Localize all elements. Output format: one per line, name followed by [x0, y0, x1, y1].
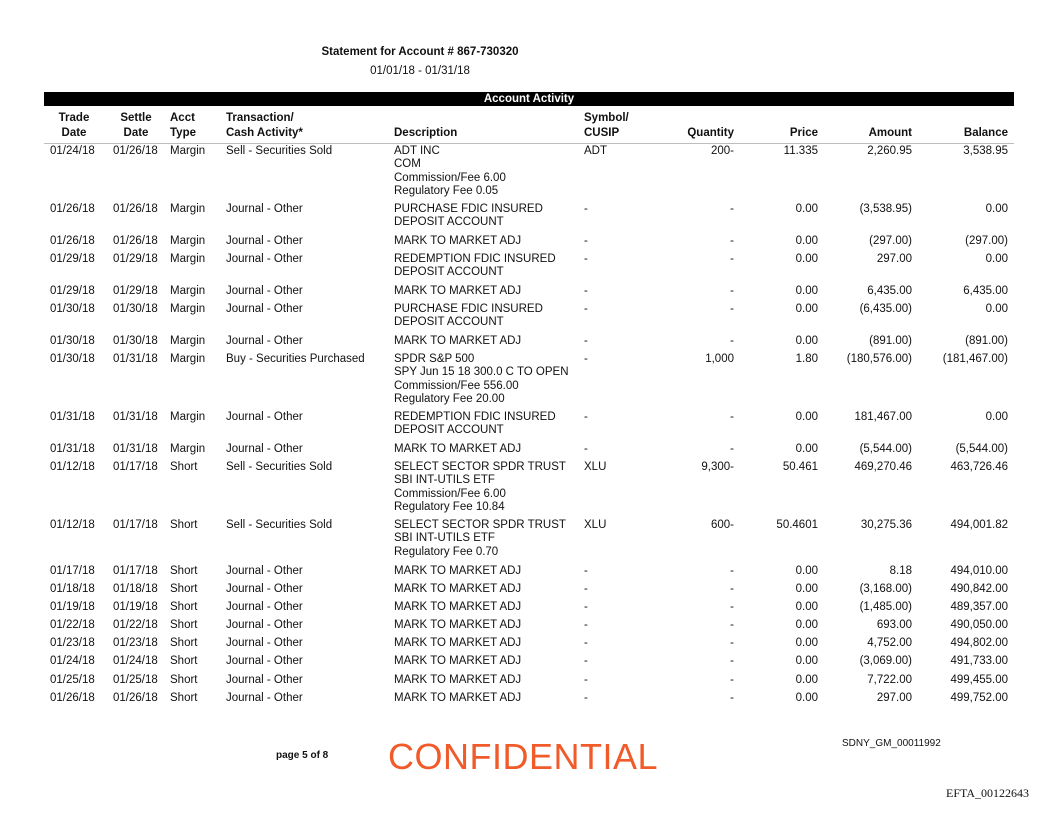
description-cell: [394, 285, 579, 298]
balance-cell: (181,467.00): [942, 353, 1008, 365]
column-header-settle-date: [113, 111, 159, 141]
description-cell: [394, 335, 579, 348]
column-header-line: Date: [123, 127, 149, 139]
settle-date-cell: 01/26/18: [113, 692, 158, 704]
balance-cell: 494,010.00: [950, 565, 1008, 577]
price-cell: 0.00: [795, 303, 818, 315]
transaction-cell: Journal - Other: [226, 583, 303, 595]
trade-date-cell: 01/26/18: [50, 692, 95, 704]
amount-cell: (891.00): [869, 335, 912, 347]
column-header-line: Description: [394, 127, 458, 139]
price-cell: 0.00: [795, 655, 818, 667]
symbol-cell: -: [584, 353, 588, 365]
price-cell: 0.00: [795, 619, 818, 631]
column-header-line: CUSIP: [584, 127, 620, 139]
amount-cell: 297.00: [876, 253, 912, 265]
amount-cell: 4,752.00: [867, 637, 912, 649]
balance-cell: (5,544.00): [955, 443, 1008, 455]
quantity-cell: -: [730, 235, 734, 247]
description-cell: [394, 443, 579, 456]
column-header-line: Type: [170, 127, 196, 139]
description-line: Regulatory Fee 0.05: [394, 184, 499, 197]
settle-date-cell: 01/22/18: [113, 619, 158, 631]
column-header-line: Date: [61, 127, 87, 139]
price-cell: 0.00: [795, 583, 818, 595]
description-line: PURCHASE FDIC INSURED: [394, 203, 543, 215]
symbol-cell: XLU: [584, 461, 607, 473]
settle-date-cell: 01/17/18: [113, 565, 158, 577]
acct-type-cell: Margin: [170, 335, 206, 347]
settle-date-cell: 01/31/18: [113, 411, 158, 423]
acct-type-cell: Short: [170, 519, 198, 531]
trade-date-cell: 01/25/18: [50, 674, 95, 686]
settle-date-cell: 01/30/18: [113, 335, 158, 347]
amount-cell: (180,576.00): [846, 353, 912, 365]
settle-date-cell: 01/29/18: [113, 285, 158, 297]
description-line: Commission/Fee 6.00: [394, 487, 506, 500]
description-cell: [394, 235, 579, 248]
transaction-cell: Journal - Other: [226, 303, 303, 315]
column-header-transaction: [226, 111, 376, 141]
settle-date-cell: 01/17/18: [113, 461, 158, 473]
balance-cell: 0.00: [985, 411, 1008, 423]
settle-date-cell: 01/24/18: [113, 655, 158, 667]
column-header-line: Cash Activity*: [226, 127, 303, 139]
balance-cell: 3,538.95: [963, 145, 1008, 157]
price-cell: 0.00: [795, 203, 818, 215]
column-header-line: Balance: [963, 127, 1008, 139]
symbol-cell: -: [584, 692, 588, 704]
description-line: MARK TO MARKET ADJ: [394, 235, 522, 247]
symbol-cell: -: [584, 335, 588, 347]
price-cell: 0.00: [795, 601, 818, 613]
symbol-cell: -: [584, 253, 588, 265]
acct-type-cell: Short: [170, 601, 198, 613]
symbol-cell: -: [584, 285, 588, 297]
description-line: Regulatory Fee 0.70: [394, 545, 499, 558]
balance-cell: (297.00): [965, 235, 1008, 247]
quantity-cell: -: [730, 335, 734, 347]
amount-cell: 30,275.36: [860, 519, 912, 531]
column-header-trade-date: [50, 111, 98, 141]
symbol-cell: -: [584, 583, 588, 595]
quantity-cell: -: [730, 692, 734, 704]
document-id: EFTA_00122643: [946, 786, 1030, 800]
price-cell: 0.00: [795, 411, 818, 423]
transaction-cell: Journal - Other: [226, 203, 303, 215]
symbol-cell: -: [584, 637, 588, 649]
quantity-cell: -: [730, 203, 734, 215]
trade-date-cell: 01/29/18: [50, 285, 95, 297]
quantity-cell: -: [730, 253, 734, 265]
quantity-cell: -: [730, 674, 734, 686]
description-cell: [394, 253, 579, 280]
trade-date-cell: 01/30/18: [50, 303, 95, 315]
balance-cell: 0.00: [985, 203, 1008, 215]
description-cell: [394, 203, 579, 230]
transaction-cell: Sell - Securities Sold: [226, 461, 333, 473]
price-cell: 0.00: [795, 443, 818, 455]
description-cell: [394, 145, 579, 198]
page-number: page 5 of 8: [276, 750, 329, 761]
price-cell: 0.00: [795, 692, 818, 704]
column-header-symbol: [584, 111, 644, 141]
description-line: DEPOSIT ACCOUNT: [394, 316, 504, 329]
quantity-cell: -: [730, 583, 734, 595]
trade-date-cell: 01/18/18: [50, 583, 95, 595]
symbol-cell: ADT: [584, 145, 607, 157]
description-cell: [394, 461, 579, 514]
acct-type-cell: Margin: [170, 411, 206, 423]
description-line: SBI INT-UTILS ETF: [394, 532, 495, 545]
transaction-cell: Buy - Securities Purchased: [226, 353, 365, 365]
trade-date-cell: 01/26/18: [50, 203, 95, 215]
transaction-cell: Sell - Securities Sold: [226, 519, 333, 531]
symbol-cell: -: [584, 235, 588, 247]
price-cell: 0.00: [795, 674, 818, 686]
balance-cell: 0.00: [985, 303, 1008, 315]
balance-cell: 463,726.46: [950, 461, 1008, 473]
description-line: MARK TO MARKET ADJ: [394, 285, 522, 297]
balance-cell: 494,802.00: [950, 637, 1008, 649]
acct-type-cell: Short: [170, 637, 198, 649]
acct-type-cell: Margin: [170, 203, 206, 215]
symbol-cell: XLU: [584, 519, 607, 531]
settle-date-cell: 01/26/18: [113, 203, 158, 215]
column-header-line: Trade: [58, 112, 90, 124]
column-header-price: [746, 111, 818, 141]
bates-number: SDNY_GM_00011992: [842, 738, 941, 749]
quantity-cell: 600-: [710, 519, 734, 531]
transaction-cell: Sell - Securities Sold: [226, 145, 333, 157]
quantity-cell: -: [730, 655, 734, 667]
description-line: MARK TO MARKET ADJ: [394, 583, 522, 595]
trade-date-cell: 01/30/18: [50, 335, 95, 347]
quantity-cell: -: [730, 303, 734, 315]
trade-date-cell: 01/31/18: [50, 411, 95, 423]
description-line: REDEMPTION FDIC INSURED: [394, 253, 556, 265]
column-header-amount: [818, 111, 912, 141]
acct-type-cell: Margin: [170, 235, 206, 247]
description-line: MARK TO MARKET ADJ: [394, 655, 522, 667]
transaction-cell: Journal - Other: [226, 443, 303, 455]
transaction-cell: Journal - Other: [226, 411, 303, 423]
symbol-cell: -: [584, 565, 588, 577]
quantity-cell: -: [730, 637, 734, 649]
price-cell: 0.00: [795, 637, 818, 649]
settle-date-cell: 01/29/18: [113, 253, 158, 265]
column-header-line: Acct: [170, 112, 195, 124]
balance-cell: 489,357.00: [950, 601, 1008, 613]
column-header-description: [394, 111, 579, 141]
description-line: SPY Jun 15 18 300.0 C TO OPEN: [394, 366, 569, 379]
description-line: DEPOSIT ACCOUNT: [394, 266, 504, 279]
acct-type-cell: Short: [170, 692, 198, 704]
description-line: MARK TO MARKET ADJ: [394, 443, 522, 455]
symbol-cell: -: [584, 601, 588, 613]
column-header-line: Settle: [120, 112, 152, 124]
amount-cell: (5,544.00): [859, 443, 912, 455]
description-cell: [394, 692, 579, 705]
quantity-cell: -: [730, 443, 734, 455]
amount-cell: 693.00: [876, 619, 912, 631]
description-cell: [394, 619, 579, 632]
symbol-cell: -: [584, 303, 588, 315]
transaction-cell: Journal - Other: [226, 601, 303, 613]
transaction-cell: Journal - Other: [226, 335, 303, 347]
balance-cell: 490,842.00: [950, 583, 1008, 595]
column-header-line: Symbol/: [584, 112, 629, 124]
description-line: MARK TO MARKET ADJ: [394, 565, 522, 577]
description-line: MARK TO MARKET ADJ: [394, 637, 522, 649]
settle-date-cell: 01/26/18: [113, 235, 158, 247]
transaction-cell: Journal - Other: [226, 619, 303, 631]
symbol-cell: -: [584, 203, 588, 215]
column-header-line: Transaction/: [226, 112, 294, 124]
trade-date-cell: 01/24/18: [50, 145, 95, 157]
trade-date-cell: 01/30/18: [50, 353, 95, 365]
description-line: SELECT SECTOR SPDR TRUST: [394, 519, 566, 531]
description-cell: [394, 411, 579, 438]
balance-cell: (891.00): [965, 335, 1008, 347]
description-line: MARK TO MARKET ADJ: [394, 619, 522, 631]
amount-cell: (1,485.00): [859, 601, 912, 613]
amount-cell: 2,260.95: [867, 145, 912, 157]
acct-type-cell: Margin: [170, 253, 206, 265]
settle-date-cell: 01/31/18: [113, 353, 158, 365]
description-cell: [394, 601, 579, 614]
balance-cell: 499,752.00: [950, 692, 1008, 704]
trade-date-cell: 01/29/18: [50, 253, 95, 265]
balance-cell: 491,733.00: [950, 655, 1008, 667]
column-header-balance: [912, 111, 1008, 141]
header-rule: [44, 143, 1014, 144]
quantity-cell: -: [730, 601, 734, 613]
transaction-cell: Journal - Other: [226, 565, 303, 577]
quantity-cell: -: [730, 565, 734, 577]
trade-date-cell: 01/22/18: [50, 619, 95, 631]
quantity-cell: -: [730, 285, 734, 297]
acct-type-cell: Margin: [170, 353, 206, 365]
trade-date-cell: 01/19/18: [50, 601, 95, 613]
column-header-line: Quantity: [687, 127, 734, 139]
statement-title: Statement for Account # 867-730320: [321, 46, 519, 58]
description-line: Commission/Fee 6.00: [394, 171, 506, 184]
acct-type-cell: Short: [170, 565, 198, 577]
price-cell: 0.00: [795, 335, 818, 347]
description-line: DEPOSIT ACCOUNT: [394, 216, 504, 229]
price-cell: 0.00: [795, 253, 818, 265]
settle-date-cell: 01/30/18: [113, 303, 158, 315]
description-line: COM: [394, 158, 421, 171]
description-line: Regulatory Fee 10.84: [394, 500, 505, 513]
trade-date-cell: 01/12/18: [50, 461, 95, 473]
symbol-cell: -: [584, 655, 588, 667]
description-cell: [394, 655, 579, 668]
transaction-cell: Journal - Other: [226, 285, 303, 297]
transaction-cell: Journal - Other: [226, 235, 303, 247]
transaction-cell: Journal - Other: [226, 655, 303, 667]
quantity-cell: 200-: [710, 145, 734, 157]
description-line: Regulatory Fee 20.00: [394, 392, 505, 405]
description-cell: [394, 583, 579, 596]
price-cell: 0.00: [795, 285, 818, 297]
price-cell: 0.00: [795, 565, 818, 577]
settle-date-cell: 01/19/18: [113, 601, 158, 613]
description-line: ADT INC: [394, 145, 440, 157]
amount-cell: (3,069.00): [859, 655, 912, 667]
description-cell: [394, 674, 579, 687]
column-header-acct-type: [170, 111, 216, 141]
amount-cell: 7,722.00: [867, 674, 912, 686]
quantity-cell: 9,300-: [701, 461, 734, 473]
settle-date-cell: 01/31/18: [113, 443, 158, 455]
symbol-cell: -: [584, 674, 588, 686]
transaction-cell: Journal - Other: [226, 637, 303, 649]
settle-date-cell: 01/25/18: [113, 674, 158, 686]
amount-cell: 469,270.46: [854, 461, 912, 473]
balance-cell: 494,001.82: [950, 519, 1008, 531]
settle-date-cell: 01/17/18: [113, 519, 158, 531]
price-cell: 11.335: [783, 145, 818, 157]
column-header-quantity: [652, 111, 734, 141]
description-cell: [394, 353, 579, 406]
description-line: REDEMPTION FDIC INSURED: [394, 411, 556, 423]
description-line: MARK TO MARKET ADJ: [394, 601, 522, 613]
amount-cell: 181,467.00: [854, 411, 912, 423]
balance-cell: 490,050.00: [950, 619, 1008, 631]
acct-type-cell: Short: [170, 674, 198, 686]
transaction-cell: Journal - Other: [226, 674, 303, 686]
description-line: MARK TO MARKET ADJ: [394, 335, 522, 347]
trade-date-cell: 01/12/18: [50, 519, 95, 531]
amount-cell: (3,538.95): [859, 203, 912, 215]
description-cell: [394, 519, 579, 559]
acct-type-cell: Short: [170, 619, 198, 631]
description-line: DEPOSIT ACCOUNT: [394, 424, 504, 437]
description-line: SPDR S&P 500: [394, 353, 475, 365]
settle-date-cell: 01/18/18: [113, 583, 158, 595]
amount-cell: (3,168.00): [859, 583, 912, 595]
amount-cell: (6,435.00): [859, 303, 912, 315]
confidential-stamp: CONFIDENTIAL: [388, 736, 659, 777]
acct-type-cell: Margin: [170, 443, 206, 455]
trade-date-cell: 01/17/18: [50, 565, 95, 577]
description-line: SBI INT-UTILS ETF: [394, 474, 495, 487]
acct-type-cell: Margin: [170, 303, 206, 315]
settle-date-cell: 01/26/18: [113, 145, 158, 157]
settle-date-cell: 01/23/18: [113, 637, 158, 649]
amount-cell: 297.00: [876, 692, 912, 704]
description-line: MARK TO MARKET ADJ: [394, 692, 522, 704]
column-header-line: Price: [789, 127, 818, 139]
trade-date-cell: 01/23/18: [50, 637, 95, 649]
description-line: PURCHASE FDIC INSURED: [394, 303, 543, 315]
transaction-cell: Journal - Other: [226, 692, 303, 704]
acct-type-cell: Short: [170, 461, 198, 473]
description-cell: [394, 565, 579, 578]
amount-cell: 6,435.00: [867, 285, 912, 297]
statement-date-range: 01/01/18 - 01/31/18: [370, 65, 470, 77]
price-cell: 0.00: [795, 235, 818, 247]
trade-date-cell: 01/26/18: [50, 235, 95, 247]
symbol-cell: -: [584, 443, 588, 455]
symbol-cell: -: [584, 619, 588, 631]
acct-type-cell: Short: [170, 583, 198, 595]
description-line: SELECT SECTOR SPDR TRUST: [394, 461, 566, 473]
description-line: MARK TO MARKET ADJ: [394, 674, 522, 686]
acct-type-cell: Short: [170, 655, 198, 667]
quantity-cell: -: [730, 619, 734, 631]
column-header-line: Amount: [868, 127, 912, 139]
price-cell: 50.4601: [776, 519, 818, 531]
quantity-cell: 1,000: [705, 353, 734, 365]
balance-cell: 0.00: [985, 253, 1008, 265]
balance-cell: 6,435.00: [963, 285, 1008, 297]
symbol-cell: -: [584, 411, 588, 423]
acct-type-cell: Margin: [170, 285, 206, 297]
transaction-cell: Journal - Other: [226, 253, 303, 265]
trade-date-cell: 01/24/18: [50, 655, 95, 667]
description-cell: [394, 303, 579, 330]
section-header: Account Activity: [44, 92, 1014, 106]
acct-type-cell: Margin: [170, 145, 206, 157]
description-cell: [394, 637, 579, 650]
description-line: Commission/Fee 556.00: [394, 379, 519, 392]
price-cell: 50.461: [782, 461, 818, 473]
amount-cell: (297.00): [869, 235, 912, 247]
price-cell: 1.80: [795, 353, 818, 365]
amount-cell: 8.18: [889, 565, 912, 577]
balance-cell: 499,455.00: [950, 674, 1008, 686]
quantity-cell: -: [730, 411, 734, 423]
trade-date-cell: 01/31/18: [50, 443, 95, 455]
